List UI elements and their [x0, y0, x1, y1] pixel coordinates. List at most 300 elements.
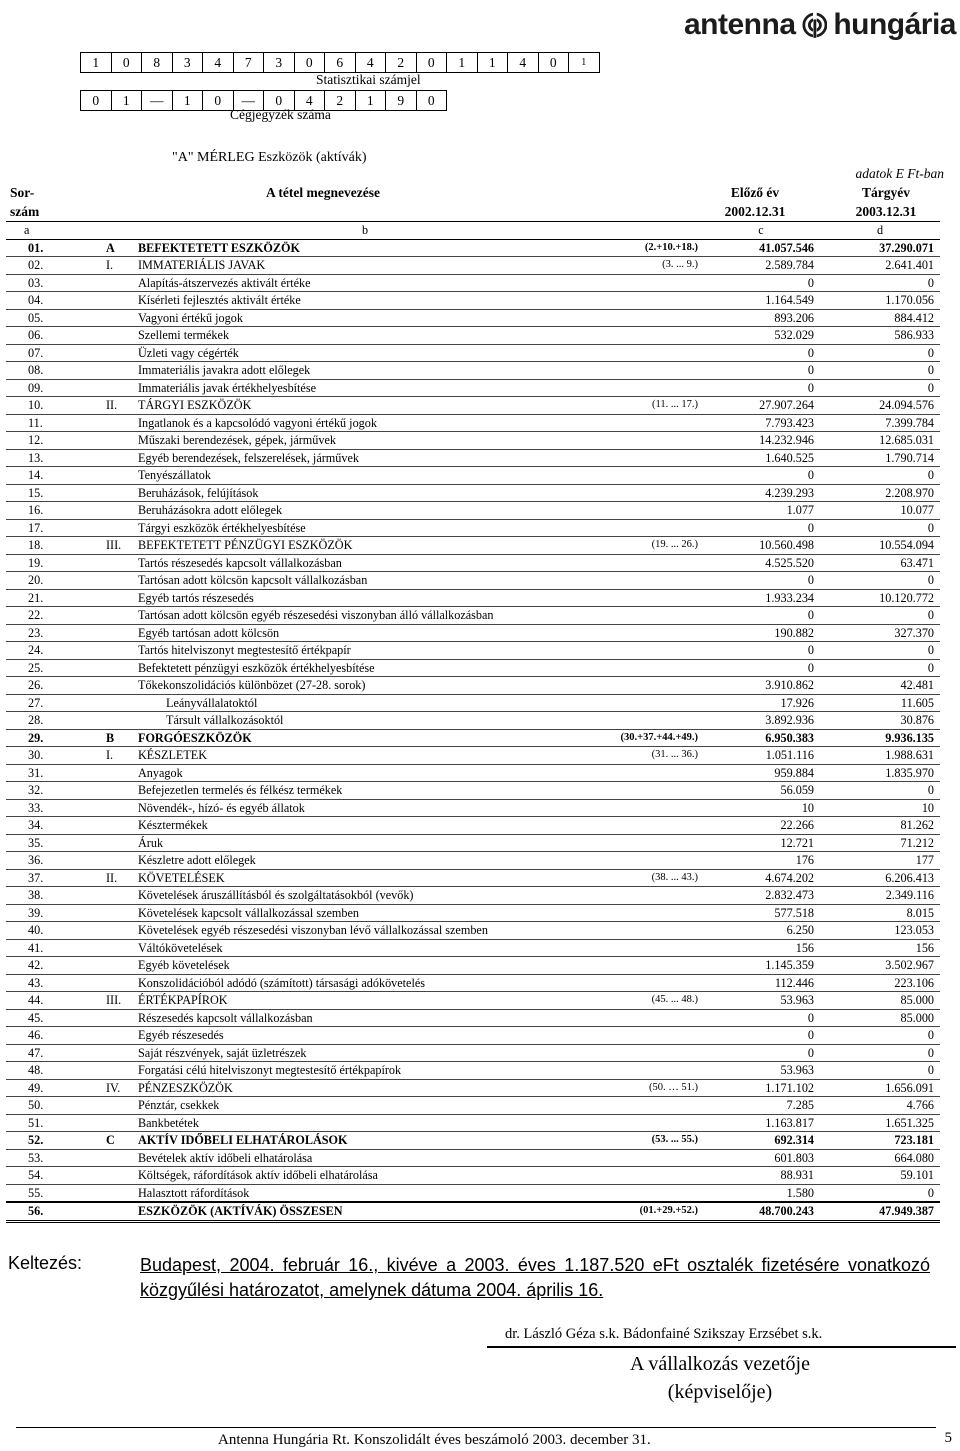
row-group-mark [96, 1009, 136, 1027]
row-number: 35. [6, 834, 96, 852]
table-row [6, 1027, 940, 1045]
row-reference: (31. ... 36.) [594, 747, 702, 765]
row-item-name: Bevételek aktív időbeli elhatárolása [136, 1149, 594, 1167]
row-item-name: AKTÍV IDŐBELI ELHATÁROLÁSOK [136, 1132, 594, 1150]
row-item-name: Bankbetétek [136, 1114, 594, 1132]
table-row [6, 869, 940, 887]
row-prev-year-value: 959.884 [702, 764, 820, 782]
row-prev-year-value: 0 [702, 519, 820, 537]
row-reference [594, 344, 702, 362]
row-number: 23. [6, 624, 96, 642]
row-reference: (3. ... 9.) [594, 257, 702, 275]
table-row [6, 1114, 940, 1132]
table-row [6, 624, 940, 642]
table-row [6, 957, 940, 975]
row-item-name: Alapítás-átszervezés aktivált értéke [136, 274, 594, 292]
table-row [6, 922, 940, 940]
row-item-name: Immateriális javakra adott előlegek [136, 362, 594, 380]
row-prev-year-value: 2.832.473 [702, 887, 820, 905]
table-row [6, 519, 940, 537]
row-prev-year-value: 0 [702, 642, 820, 660]
row-current-year-value: 4.766 [820, 1097, 940, 1115]
row-prev-year-value: 53.963 [702, 1062, 820, 1080]
row-prev-year-value: 0 [702, 1027, 820, 1045]
row-reference [594, 484, 702, 502]
table-row [6, 817, 940, 835]
row-number: 11. [6, 414, 96, 432]
row-number: 34. [6, 817, 96, 835]
row-item-name: Immateriális javak értékhelyesbítése [136, 379, 594, 397]
code-digit: 0 [294, 53, 325, 73]
row-prev-year-value: 7.285 [702, 1097, 820, 1115]
row-prev-year-value: 190.882 [702, 624, 820, 642]
code-digit: 4 [508, 53, 539, 73]
table-row [6, 1184, 940, 1202]
row-reference [594, 432, 702, 450]
row-reference [594, 467, 702, 485]
code-digit: 1 [172, 91, 203, 111]
code-digit: 7 [233, 53, 264, 73]
table-row [6, 939, 940, 957]
row-current-year-value: 0 [820, 782, 940, 800]
row-current-year-value: 1.988.631 [820, 747, 940, 765]
row-current-year-value: 0 [820, 607, 940, 625]
row-current-year-value: 0 [820, 659, 940, 677]
row-reference: (19. ... 26.) [594, 537, 702, 555]
table-row [6, 467, 940, 485]
row-number: 28. [6, 712, 96, 730]
table-row [6, 414, 940, 432]
row-number: 16. [6, 502, 96, 520]
row-item-name: Forgatási célú hitelviszonyt megtestesítő értékpapírok [136, 1062, 594, 1080]
row-current-year-value: 0 [820, 274, 940, 292]
row-prev-year-value: 577.518 [702, 904, 820, 922]
row-prev-year-value: 6.250 [702, 922, 820, 940]
code-digit: 0 [538, 53, 569, 73]
row-current-year-value: 42.481 [820, 677, 940, 695]
row-current-year-value: 884.412 [820, 309, 940, 327]
row-current-year-value: 0 [820, 572, 940, 590]
row-item-name: Beruházások, felújítások [136, 484, 594, 502]
row-current-year-value: 8.015 [820, 904, 940, 922]
row-number: 31. [6, 764, 96, 782]
code-digit: 0 [264, 91, 295, 111]
table-row [6, 449, 940, 467]
code-digit: 0 [416, 53, 447, 73]
row-group-mark: A [96, 239, 136, 257]
row-group-mark [96, 1149, 136, 1167]
row-prev-year-value: 4.525.520 [702, 554, 820, 572]
row-number: 50. [6, 1097, 96, 1115]
row-number: 14. [6, 467, 96, 485]
row-reference: (53. ... 55.) [594, 1132, 702, 1150]
row-current-year-value: 6.206.413 [820, 869, 940, 887]
table-row [6, 327, 940, 345]
row-prev-year-value: 0 [702, 1044, 820, 1062]
table-row [6, 239, 940, 257]
row-reference: (2.+10.+18.) [594, 239, 702, 257]
table-row [6, 274, 940, 292]
row-group-mark [96, 1202, 136, 1221]
row-current-year-value: 0 [820, 467, 940, 485]
company-logo [684, 2, 956, 48]
row-number: 56. [6, 1202, 96, 1221]
row-number: 29. [6, 729, 96, 747]
row-item-name: Anyagok [136, 764, 594, 782]
row-current-year-value: 9.936.135 [820, 729, 940, 747]
row-item-name: IMMATERIÁLIS JAVAK [136, 257, 594, 275]
row-current-year-value: 12.685.031 [820, 432, 940, 450]
row-number: 47. [6, 1044, 96, 1062]
row-number: 26. [6, 677, 96, 695]
table-row [6, 1167, 940, 1185]
column-letters-row: a b c d [6, 222, 940, 240]
row-reference [594, 922, 702, 940]
row-current-year-value: 85.000 [820, 1009, 940, 1027]
row-item-name: Tartós részesedés kapcsolt vállalkozásban [136, 554, 594, 572]
row-reference [594, 414, 702, 432]
row-prev-year-value: 893.206 [702, 309, 820, 327]
code-digit: — [233, 91, 264, 111]
row-current-year-value: 0 [820, 519, 940, 537]
row-number: 55. [6, 1184, 96, 1202]
table-row [6, 729, 940, 747]
row-number: 19. [6, 554, 96, 572]
row-prev-year-value: 0 [702, 274, 820, 292]
row-item-name: Vagyoni értékű jogok [136, 309, 594, 327]
row-group-mark [96, 817, 136, 835]
row-current-year-value: 0 [820, 642, 940, 660]
row-prev-year-value: 156 [702, 939, 820, 957]
row-number: 30. [6, 747, 96, 765]
code-digit: 4 [294, 91, 325, 111]
row-reference [594, 712, 702, 730]
row-number: 13. [6, 449, 96, 467]
row-number: 25. [6, 659, 96, 677]
row-item-name: BEFEKTETETT ESZKÖZÖK [136, 239, 594, 257]
row-group-mark [96, 1062, 136, 1080]
row-prev-year-value: 692.314 [702, 1132, 820, 1150]
row-item-name: Készletre adott előlegek [136, 852, 594, 870]
code-digit: 9 [386, 91, 417, 111]
row-current-year-value: 30.876 [820, 712, 940, 730]
table-row [6, 292, 940, 310]
row-prev-year-value: 112.446 [702, 974, 820, 992]
row-current-year-value: 47.949.387 [820, 1202, 940, 1221]
row-number: 38. [6, 887, 96, 905]
reg-code-caption: Cégjegyzék száma [230, 107, 331, 122]
row-prev-year-value: 0 [702, 362, 820, 380]
row-item-name: Tartósan adott kölcsön egyéb részesedési viszonyban álló vállalkozásban [136, 607, 594, 625]
row-reference [594, 1044, 702, 1062]
row-current-year-value: 223.106 [820, 974, 940, 992]
row-reference [594, 1027, 702, 1045]
row-group-mark: C [96, 1132, 136, 1150]
row-number: 36. [6, 852, 96, 870]
table-row [6, 1009, 940, 1027]
row-number: 06. [6, 327, 96, 345]
code-digit: 1 [355, 91, 386, 111]
table-row [6, 642, 940, 660]
dating-text: Budapest, 2004. február 16., kivéve a 2003. éves 1.187.520 eFt osztalék fizetésére vonatkozó közgyűlési határozatot, amelynek dátuma 2004. április 16. [140, 1255, 930, 1300]
row-group-mark [96, 642, 136, 660]
row-number: 20. [6, 572, 96, 590]
row-reference [594, 1167, 702, 1185]
row-current-year-value: 1.790.714 [820, 449, 940, 467]
row-number: 10. [6, 397, 96, 415]
row-item-name: Konszolidációból adódó (számított) társasági adókövetelés [136, 974, 594, 992]
row-item-name: Egyéb tartósan adott kölcsön [136, 624, 594, 642]
row-number: 18. [6, 537, 96, 555]
row-reference [594, 799, 702, 817]
row-item-name: Költségek, ráfordítások aktív időbeli elhatárolása [136, 1167, 594, 1185]
code-digit: 3 [172, 53, 203, 73]
row-current-year-value: 1.651.325 [820, 1114, 940, 1132]
row-number: 15. [6, 484, 96, 502]
row-prev-year-value: 14.232.946 [702, 432, 820, 450]
row-item-name: Egyéb követelések [136, 957, 594, 975]
table-row [6, 554, 940, 572]
row-reference [594, 292, 702, 310]
row-item-name: Tenyészállatok [136, 467, 594, 485]
row-reference: (01.+29.+52.) [594, 1202, 702, 1221]
row-prev-year-value: 3.892.936 [702, 712, 820, 730]
row-number: 04. [6, 292, 96, 310]
row-group-mark [96, 327, 136, 345]
row-item-name: Növendék-, hízó- és egyéb állatok [136, 799, 594, 817]
row-current-year-value: 3.502.967 [820, 957, 940, 975]
table-row [6, 362, 940, 380]
row-item-name: Tartós hitelviszonyt megtestesítő értékpapír [136, 642, 594, 660]
row-reference [594, 1114, 702, 1132]
row-reference [594, 572, 702, 590]
row-item-name: Részesedés kapcsolt vállalkozásban [136, 1009, 594, 1027]
row-current-year-value: 1.656.091 [820, 1079, 940, 1097]
row-prev-year-value: 0 [702, 1009, 820, 1027]
row-current-year-value: 2.641.401 [820, 257, 940, 275]
code-digit: 0 [203, 91, 234, 111]
row-reference [594, 1009, 702, 1027]
code-digit: 6 [325, 53, 356, 73]
row-reference [594, 607, 702, 625]
row-group-mark [96, 484, 136, 502]
row-group-mark: I. [96, 257, 136, 275]
row-item-name: ESZKÖZÖK (AKTÍVÁK) ÖSSZESEN [136, 1202, 594, 1221]
row-item-name: Váltókövetelések [136, 939, 594, 957]
row-group-mark [96, 1167, 136, 1185]
row-current-year-value: 664.080 [820, 1149, 940, 1167]
row-reference: (45. ... 48.) [594, 992, 702, 1010]
row-group-mark [96, 379, 136, 397]
table-row [6, 344, 940, 362]
row-number: 24. [6, 642, 96, 660]
row-reference [594, 782, 702, 800]
table-row [6, 397, 940, 415]
row-reference [594, 834, 702, 852]
row-current-year-value: 24.094.576 [820, 397, 940, 415]
row-current-year-value: 10 [820, 799, 940, 817]
row-number: 12. [6, 432, 96, 450]
row-group-mark [96, 887, 136, 905]
table-row [6, 694, 940, 712]
row-group-mark [96, 677, 136, 695]
row-current-year-value: 177 [820, 852, 940, 870]
row-item-name: Pénztár, csekkek [136, 1097, 594, 1115]
row-current-year-value: 1.835.970 [820, 764, 940, 782]
row-reference: (30.+37.+44.+49.) [594, 729, 702, 747]
table-row [6, 1132, 940, 1150]
row-reference [594, 379, 702, 397]
row-current-year-value: 123.053 [820, 922, 940, 940]
row-item-name: Leányvállalatoktól [136, 694, 594, 712]
row-item-name: Szellemi termékek [136, 327, 594, 345]
row-prev-year-value: 1.077 [702, 502, 820, 520]
row-reference [594, 957, 702, 975]
table-row [6, 589, 940, 607]
row-prev-year-value: 6.950.383 [702, 729, 820, 747]
table-row [6, 974, 940, 992]
row-group-mark [96, 274, 136, 292]
row-group-mark: II. [96, 869, 136, 887]
table-row [6, 572, 940, 590]
signature-line [487, 1346, 956, 1348]
row-item-name: Egyéb tartós részesedés [136, 589, 594, 607]
row-current-year-value: 2.208.970 [820, 484, 940, 502]
row-current-year-value: 0 [820, 1184, 940, 1202]
row-group-mark [96, 1114, 136, 1132]
row-current-year-value: 71.212 [820, 834, 940, 852]
row-group-mark [96, 607, 136, 625]
row-prev-year-value: 532.029 [702, 327, 820, 345]
header-prev-year: Előző év 2002.12.31 [724, 185, 786, 219]
row-prev-year-value: 0 [702, 344, 820, 362]
row-item-name: Műszaki berendezések, gépek, járművek [136, 432, 594, 450]
row-reference [594, 817, 702, 835]
row-number: 54. [6, 1167, 96, 1185]
signers-names: dr. László Géza s.k. Bádonfainé Szikszay Erzsébet s.k. [505, 1326, 823, 1342]
row-number: 05. [6, 309, 96, 327]
row-group-mark [96, 852, 136, 870]
footer-divider [16, 1427, 936, 1428]
row-number: 41. [6, 939, 96, 957]
row-prev-year-value: 0 [702, 659, 820, 677]
row-reference [594, 887, 702, 905]
row-item-name: Halasztott ráfordítások [136, 1184, 594, 1202]
row-group-mark [96, 624, 136, 642]
row-group-mark [96, 572, 136, 590]
row-group-mark [96, 589, 136, 607]
assets-table [6, 221, 940, 1223]
row-group-mark [96, 1097, 136, 1115]
row-prev-year-value: 1.164.549 [702, 292, 820, 310]
stat-code-box [80, 52, 600, 73]
code-digit: 8 [142, 53, 173, 73]
table-row [6, 747, 940, 765]
row-group-mark [96, 712, 136, 730]
code-digit: 0 [81, 91, 112, 111]
table-row [6, 379, 940, 397]
header-current-year: Tárgyév 2003.12.31 [855, 185, 917, 219]
table-row [6, 502, 940, 520]
table-row [6, 1097, 940, 1115]
row-prev-year-value: 22.266 [702, 817, 820, 835]
row-current-year-value: 59.101 [820, 1167, 940, 1185]
row-reference: (11. ... 17.) [594, 397, 702, 415]
dating-label: Keltezés: [8, 1253, 83, 1273]
row-item-name: KÉSZLETEK [136, 747, 594, 765]
row-group-mark: B [96, 729, 136, 747]
table-row [6, 677, 940, 695]
row-group-mark [96, 922, 136, 940]
row-group-mark [96, 502, 136, 520]
code-digit: 0 [416, 91, 447, 111]
row-group-mark [96, 292, 136, 310]
row-prev-year-value: 48.700.243 [702, 1202, 820, 1221]
row-item-name: ÉRTÉKPAPÍROK [136, 992, 594, 1010]
row-current-year-value: 10.120.772 [820, 589, 940, 607]
signer-role: A vállalkozás vezetője (képviselője) [630, 1353, 810, 1403]
row-reference [594, 589, 702, 607]
row-item-name: Tárgyi eszközök értékhelyesbítése [136, 519, 594, 537]
row-group-mark [96, 659, 136, 677]
row-prev-year-value: 41.057.546 [702, 239, 820, 257]
row-number: 21. [6, 589, 96, 607]
row-item-name: Egyéb részesedés [136, 1027, 594, 1045]
table-row [6, 432, 940, 450]
code-digit: 1 [81, 53, 112, 73]
code-digit: 2 [325, 91, 356, 111]
row-reference [594, 449, 702, 467]
row-current-year-value: 11.605 [820, 694, 940, 712]
row-prev-year-value: 1.933.234 [702, 589, 820, 607]
row-number: 37. [6, 869, 96, 887]
table-row [6, 904, 940, 922]
row-number: 45. [6, 1009, 96, 1027]
row-group-mark [96, 782, 136, 800]
row-prev-year-value: 1.580 [702, 1184, 820, 1202]
row-reference [594, 1184, 702, 1202]
row-reference [594, 362, 702, 380]
row-prev-year-value: 88.931 [702, 1167, 820, 1185]
row-prev-year-value: 27.907.264 [702, 397, 820, 415]
row-group-mark: IV. [96, 1079, 136, 1097]
row-number: 09. [6, 379, 96, 397]
row-reference [594, 519, 702, 537]
row-number: 42. [6, 957, 96, 975]
row-reference [594, 502, 702, 520]
row-current-year-value: 85.000 [820, 992, 940, 1010]
table-row [6, 799, 940, 817]
row-current-year-value: 0 [820, 1062, 940, 1080]
row-prev-year-value: 1.051.116 [702, 747, 820, 765]
row-number: 27. [6, 694, 96, 712]
row-item-name: FORGÓESZKÖZÖK [136, 729, 594, 747]
row-reference [594, 1149, 702, 1167]
row-item-name: Követelések egyéb részesedési viszonyban lévő vállalkozással szemben [136, 922, 594, 940]
code-digit: 1 [447, 53, 478, 73]
row-current-year-value: 1.170.056 [820, 292, 940, 310]
row-number: 40. [6, 922, 96, 940]
row-reference [594, 904, 702, 922]
row-prev-year-value: 1.640.525 [702, 449, 820, 467]
row-group-mark [96, 939, 136, 957]
row-number: 07. [6, 344, 96, 362]
row-number: 32. [6, 782, 96, 800]
row-current-year-value: 0 [820, 1027, 940, 1045]
row-reference [594, 274, 702, 292]
row-prev-year-value: 56.059 [702, 782, 820, 800]
row-group-mark [96, 957, 136, 975]
